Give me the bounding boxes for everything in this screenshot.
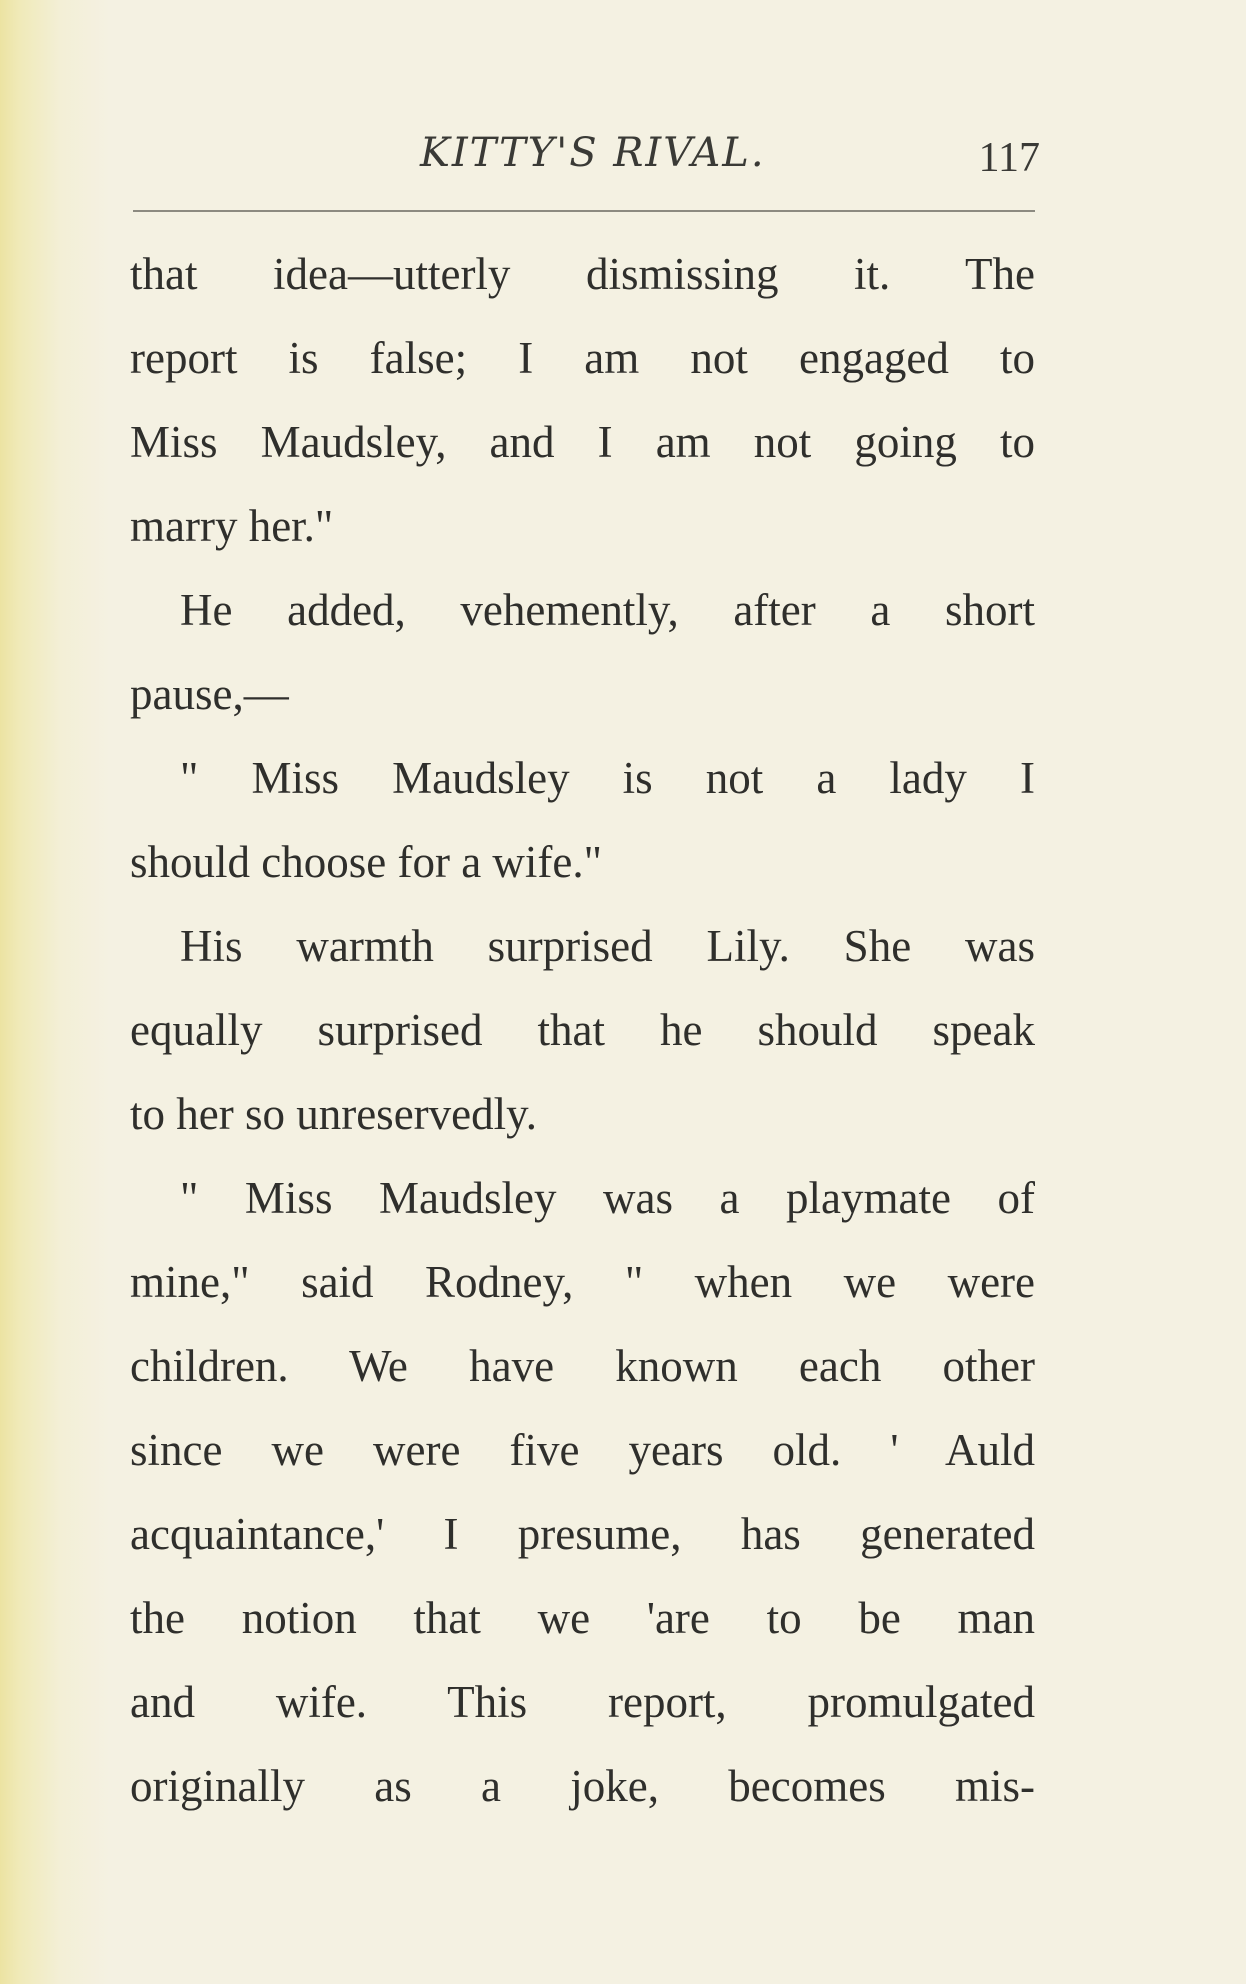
text-line: to her so unreservedly. xyxy=(130,1089,537,1139)
text-line: that idea—utterly dismissing it. The xyxy=(130,249,1035,299)
text-line: marry her." xyxy=(130,501,334,551)
page-number: 117 xyxy=(978,135,1040,181)
page-header xyxy=(130,130,1040,190)
text-line: Miss Maudsley, and I am not going to xyxy=(130,417,1035,467)
text-line: since we were five years old. ' Auld xyxy=(130,1425,1035,1475)
text-line: should choose for a wife." xyxy=(130,837,602,887)
header-rule xyxy=(133,210,1035,212)
running-title: KITTY'S RIVAL. xyxy=(420,130,766,176)
body-text xyxy=(130,232,1035,1828)
text-line: acquaintance,' I presume, has generated xyxy=(130,1509,1035,1559)
text-line: mine," said Rodney, " when we were xyxy=(130,1257,1035,1307)
text-line: children. We have known each other xyxy=(130,1341,1035,1391)
text-line: equally surprised that he should speak xyxy=(130,1005,1035,1055)
text-line: the notion that we 'are to be man xyxy=(130,1593,1035,1643)
text-line: His warmth surprised Lily. She was xyxy=(180,921,1035,971)
text-line: originally as a joke, becomes mis- xyxy=(130,1761,1035,1811)
text-line: " Miss Maudsley was a playmate of xyxy=(180,1173,1035,1223)
text-line: pause,— xyxy=(130,669,289,719)
text-line: and wife. This report, promulgated xyxy=(130,1677,1035,1727)
text-line: report is false; I am not engaged to xyxy=(130,333,1035,383)
text-line: " Miss Maudsley is not a lady I xyxy=(180,753,1035,803)
text-line: He added, vehemently, after a short xyxy=(180,585,1035,635)
